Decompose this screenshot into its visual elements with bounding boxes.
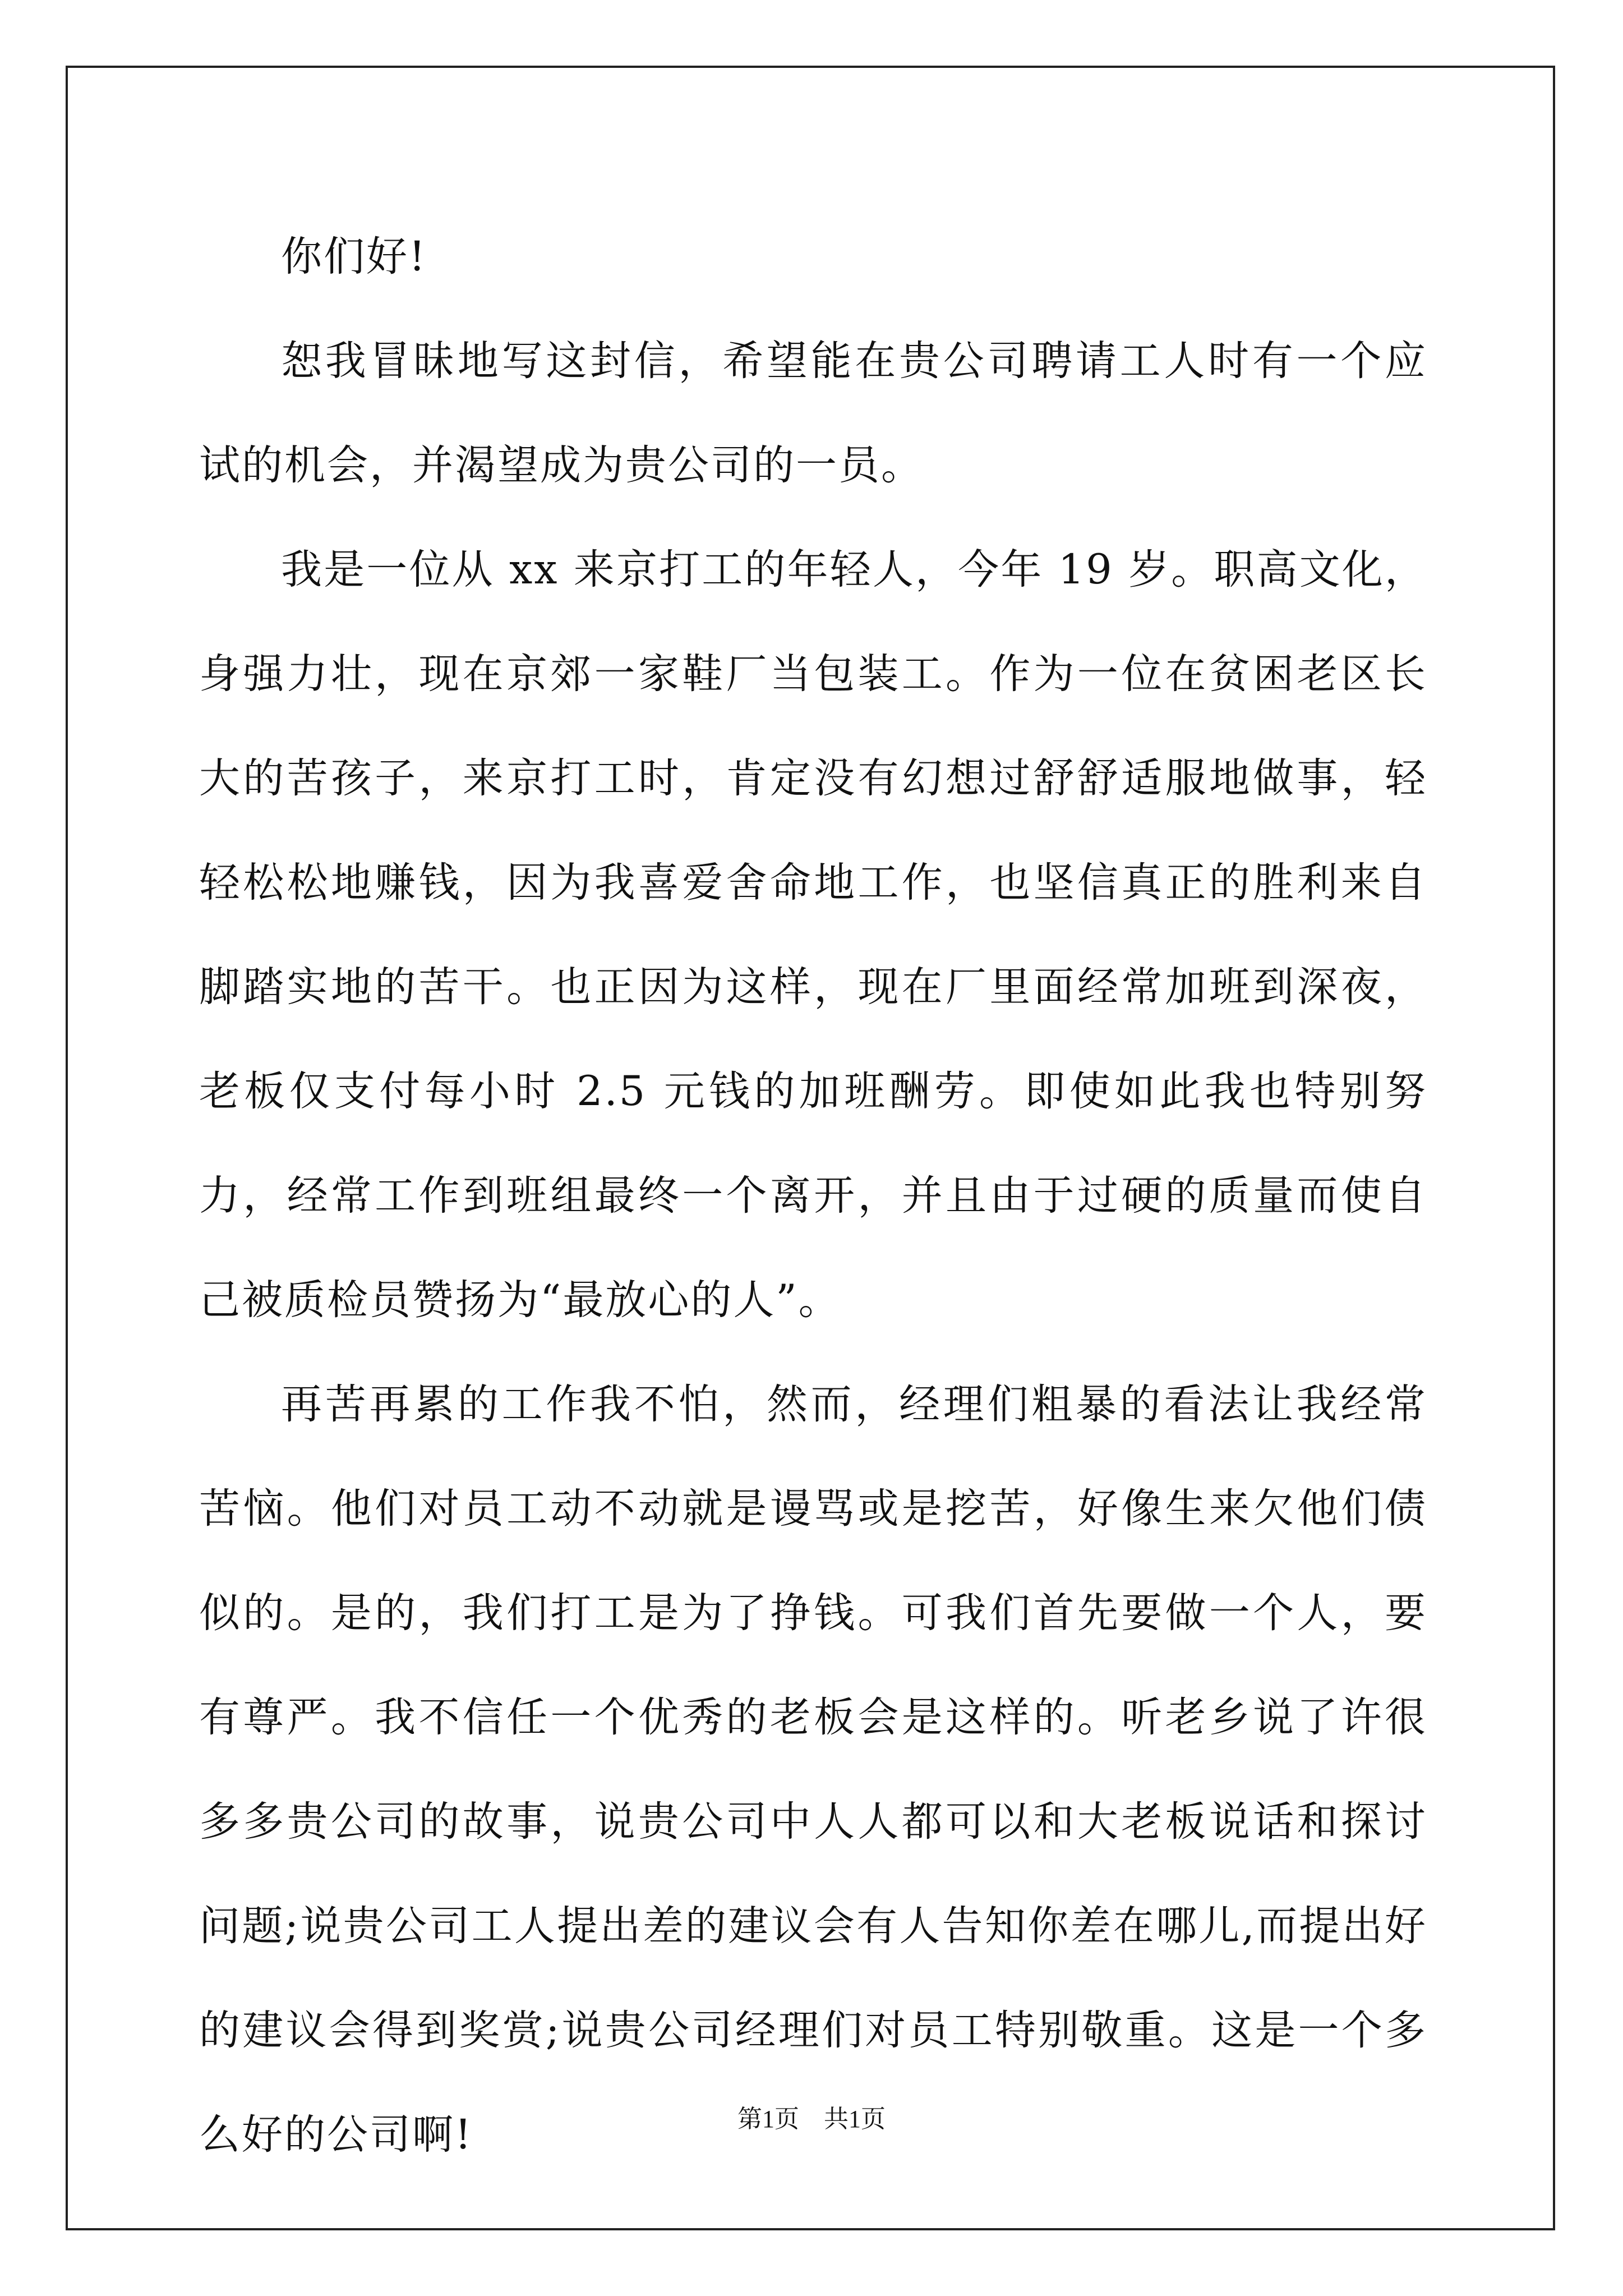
paragraph-1: 恕我冒昧地写这封信，希望能在贵公司聘请工人时有一个应试的机会，并渴望成为贵公司的一员。 — [199, 337, 1427, 489]
page-number-footer: 第1页 共1页 — [737, 2105, 886, 2133]
letter-body — [199, 205, 1427, 2187]
paragraph-3: 再苦再累的工作我不怕，然而，经理们粗暴的看法让我经常苦恼。他们对员工动不动就是谩骂或是挖苦，好像生来欠他们债似的。是的，我们打工是为了挣钱。可我们首先要做一个人，要有尊严。我不信任一个优秀的老板会是这样的。听老乡说了许很多多贵公司的故事，说贵公司中人人都可以和大老板说话和探讨问题;说贵公司工人提出差的建议会有人告知你差在哪儿,而提出好的建议会得到奖赏;说贵公司经理们对员工特别敬重。这是一个多么好的公司啊! — [199, 1381, 1427, 2159]
greeting-line: 你们好! — [281, 233, 427, 280]
paragraph-2: 我是一位从 xx 来京打工的年轻人，今年 19 岁。职高文化，身强力壮，现在京郊一家鞋厂当包装工。作为一位在贫困老区长大的苦孩子，来京打工时，肯定没有幻想过舒舒适服地做事，轻轻松松地赚钱，因为我喜爱舍命地工作，也坚信真正的胜利来自脚踏实地的苦干。也正因为这样，现在厂里面经常加班到深夜，老板仅支付每小时 2.5 元钱的加班酬劳。即使如此我也特别努力，经常工作到班组最终一个离开，并且由于过硬的质量而使自己被质检员赞扬为“最放心的人”。 — [199, 546, 1427, 1324]
